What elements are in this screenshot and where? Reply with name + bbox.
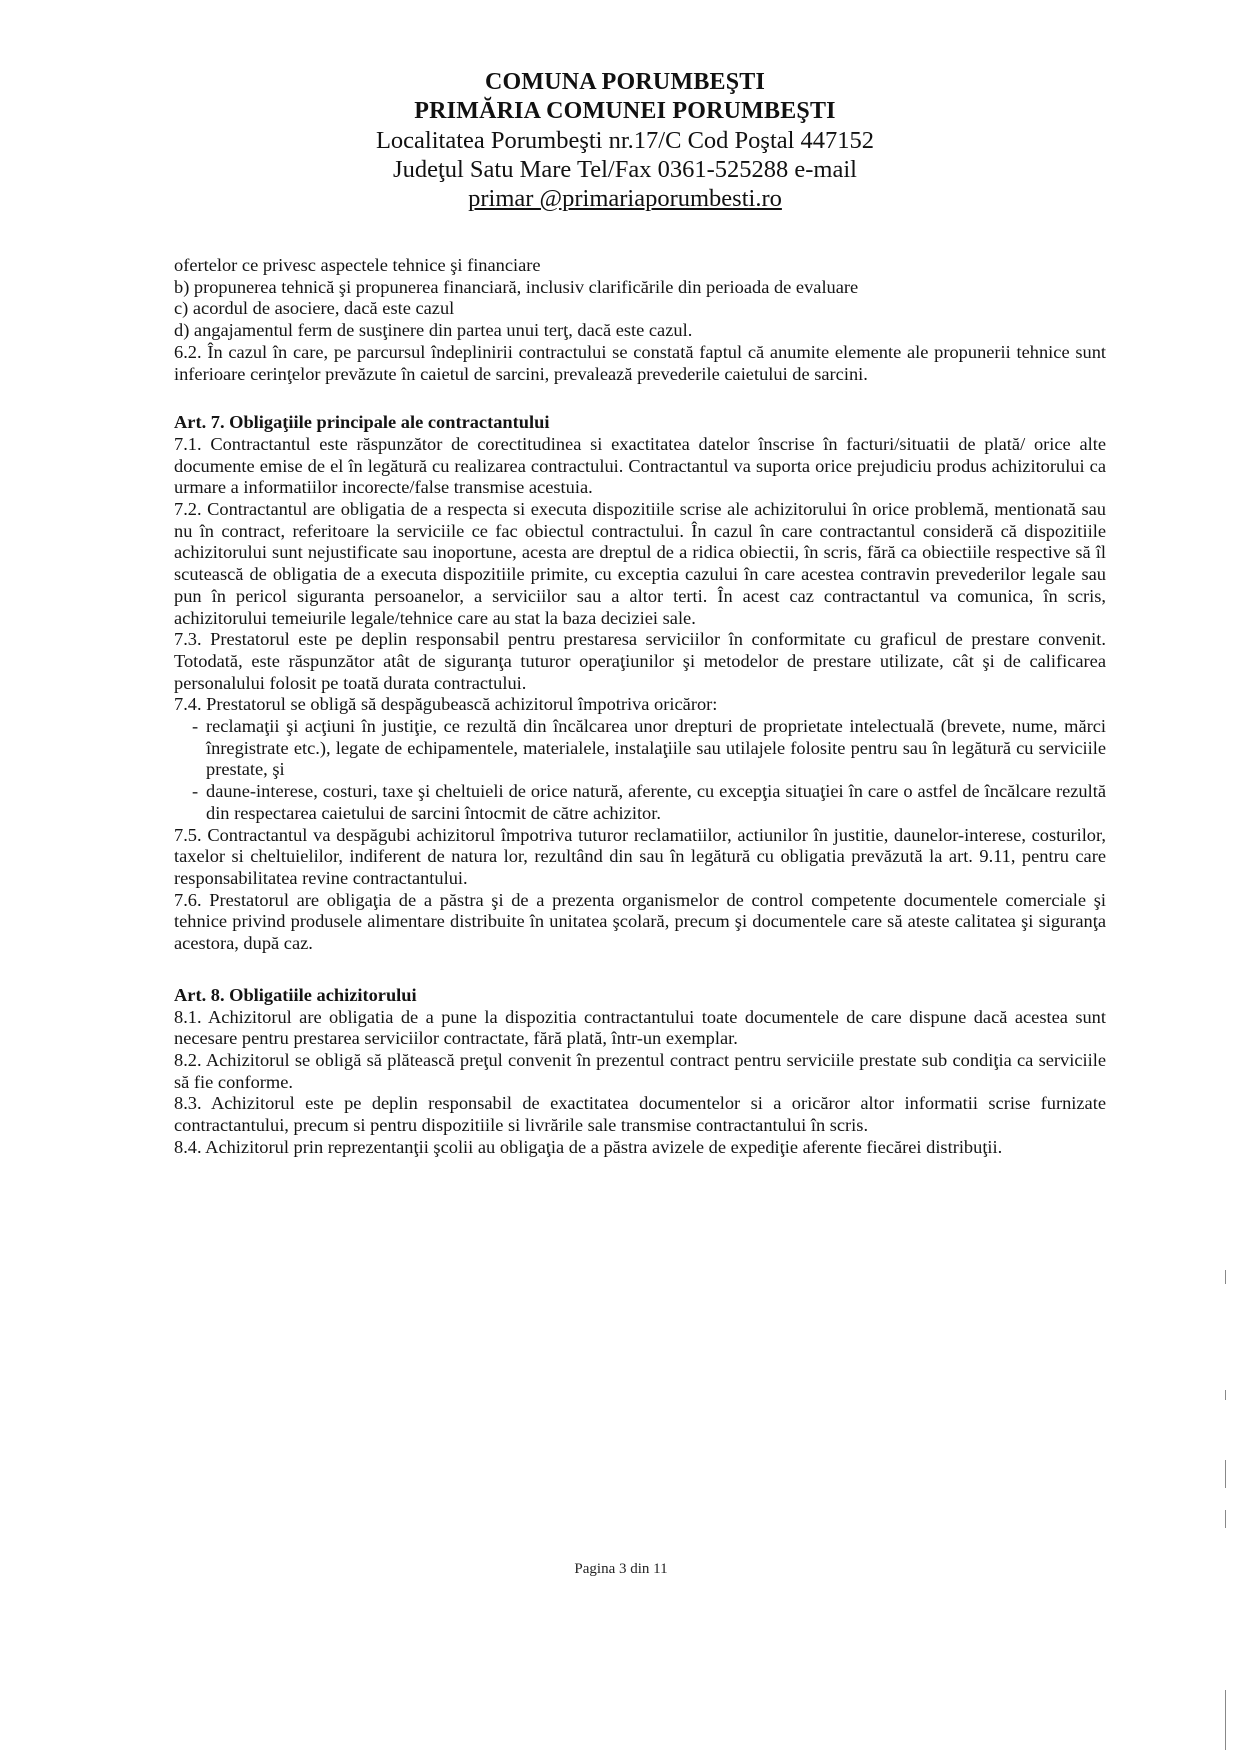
letterhead-address: Localitatea Porumbeşti nr.17/C Cod Poştal 447152	[375, 127, 875, 154]
paragraph-7-1: 7.1. Contractantul este răspunzător de corectitudinea si exactitatea datelor înscrise în facturi/situatii de plată/ orice alte documente emise de el în legătură cu realizarea contractului. Contractantul va suporta orice prejudiciu produs achizitorului ca urmare a informatiilor incorecte/false transmise acestuia.	[174, 433, 1106, 498]
paragraph-7-2: 7.2. Contractantul are obligatia de a respecta si executa dispozitiile scrise ale achizitorului în orice problemă, mentionată sau nu în contract, referitoare la serviciile ce fac obiectul contractului. În cazul în care contractantul consideră că dispozitiile achizitorului sunt nejustificate sau inoportune, acesta are dreptul de a ridica obiectii, în scris, fără ca obiectiile respective să îl scutească de obligatia de a executa dispozitiile primite, cu exceptia cazului în care acestea contravin prevederilor legale sau pun în pericol siguranta persoanelor, a serviciilor sau a altor terti. În acest caz contractantul va comunica, în scris, achizitorului temeiurile legale/tehnice care au stat la baza deciziei sale.	[174, 499, 1106, 628]
bullet-text: reclamaţii şi acţiuni în justiţie, ce rezultă din încălcarea unor drepturi de proprietate intelectuală (brevete, nume, mărci înregistrate etc.), legate de echipamentele, materialele, instalaţiile sau utilajele folosite pentru sau în legătură cu serviciile prestate, şi	[206, 716, 1106, 780]
intro-item-d: d) angajamentul ferm de susţinere din partea unui terţ, dacă este cazul.	[174, 320, 693, 341]
paragraph-7-6: 7.6. Prestatorul are obligaţia de a păstra şi de a prezenta organismelor de control competente documentele comerciale şi tehnice privind produsele alimentare distribuite în unitatea şcolară, precum şi documentele care să ateste calitatea şi siguranţa acestora, după caz.	[174, 889, 1106, 954]
paragraph-8-1: 8.1. Achizitorul are obligatia de a pune la dispozitia contractantului toate documentele de care dispune dacă acestea sunt necesare pentru prestarea serviciilor contractate, fără plată, într-un exemplar.	[174, 1006, 1106, 1049]
letterhead-commune: COMUNA PORUMBEŞTI	[484, 69, 766, 95]
paragraph-7-4: 7.4. Prestatorul se obligă să despăgubească achizitorul împotriva oricăror:	[174, 694, 718, 715]
article-7-heading: Art. 7. Obligaţiile principale ale contractantului	[174, 412, 550, 433]
paragraph-8-3: 8.3. Achizitorul este pe deplin responsabil de exactitatea documentelor si a oricăror altor informatii scrise furnizate contractantului, precum si pentru dispozitiile si livrările sale transmise contractantului în scris.	[174, 1093, 1106, 1136]
article-8-heading: Art. 8. Obligatiile achizitorului	[174, 984, 417, 1005]
intro-item-c: c) acordul de asociere, dacă este cazul	[174, 298, 455, 319]
paragraph-8-4: 8.4. Achizitorul prin reprezentanţii şcolii au obligaţia de a păstra avizele de expediţie aferente fiecărei distribuţii.	[174, 1136, 1003, 1157]
dash-bullet-icon: -	[192, 781, 199, 802]
intro-line: ofertelor ce privesc aspectele tehnice şi financiare	[174, 255, 541, 275]
letterhead-town-hall: PRIMĂRIA COMUNEI PORUMBEŞTI	[414, 98, 836, 124]
page-number: Pagina 3 din 11	[574, 1561, 668, 1577]
letterhead	[300, 68, 950, 213]
letterhead-contact: Judeţul Satu Mare Tel/Fax 0361-525288 e-mail	[393, 156, 857, 183]
dash-bullet-icon: -	[192, 716, 199, 737]
paragraph-7-5: 7.5. Contractantul va despăgubi achizitorul împotriva tuturor reclamatiilor, actiunilor în justitie, daunelor-interese, costurilor, taxelor si cheltuielilor, indiferent de natura lor, rezultând din sau în legătură cu obligatia prevăzută la art. 9.11, pentru care responsabilitatea revine contractantului.	[174, 824, 1106, 888]
paragraph-8-2: 8.2. Achizitorul se obligă să plătească preţul convenit în prezentul contract pentru serviciile prestate sub condiţia ca serviciile să fie conforme.	[174, 1049, 1106, 1092]
intro-item-b: b) propunerea tehnică şi propunerea financiară, inclusiv clarificările din perioada de evaluare	[174, 276, 859, 297]
paragraph-7-3: 7.3. Prestatorul este pe deplin responsabil pentru prestaresa serviciilor în conformitate cu graficul de prestare convenit. Totodată, este răspunzător atât de siguranţa tuturor operaţiunilor şi metodelor de prestare utilizate, cât şi de calificarea personalului folosit pe toată durata contractului.	[174, 629, 1106, 693]
letterhead-email-link[interactable]: primar @primariaporumbesti.ro	[468, 185, 782, 212]
document-body	[174, 255, 1106, 1158]
paragraph-6-2: 6.2. În cazul în care, pe parcursul îndeplinirii contractului se constată faptul că anumite elemente ale propunerii tehnice sunt inferioare cerinţelor prevăzute în caietul de sarcini, prevalează prevederile caietului de sarcini.	[174, 341, 1106, 384]
bullet-item	[174, 781, 1106, 824]
bullet-item	[174, 716, 1106, 781]
spacer	[174, 385, 1106, 412]
spacer	[174, 955, 1106, 985]
scan-artifact-marks	[1225, 1270, 1227, 1750]
bullet-text: daune-interese, costuri, taxe şi cheltuieli de orice natură, aferente, cu excepţia situaţiei în care o astfel de încălcare rezultă din respectarea caietului de sarcini întocmit de către achizitor.	[206, 781, 1106, 823]
